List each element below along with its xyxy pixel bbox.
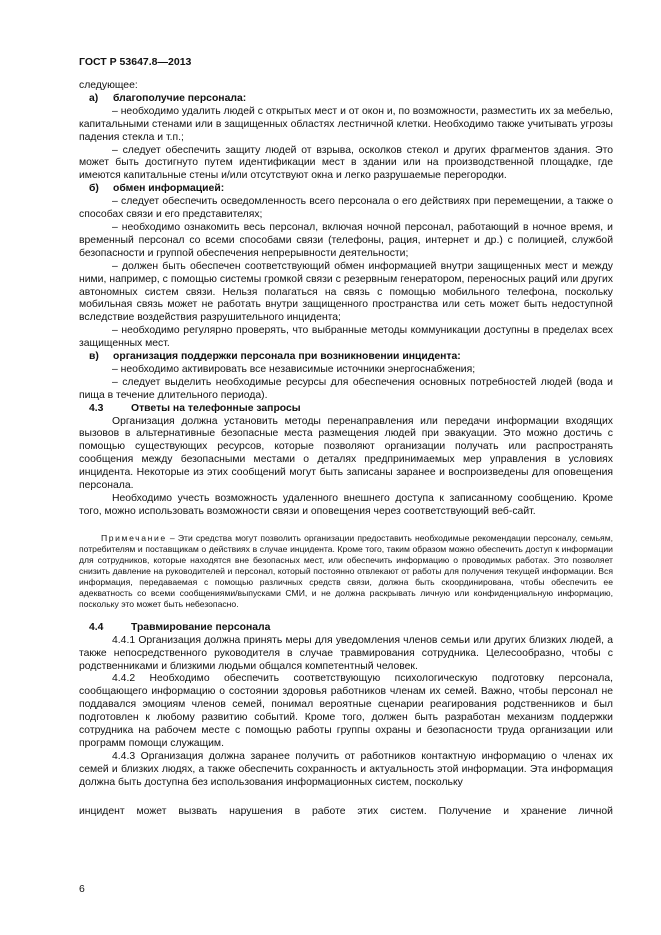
section-4-4-number: 4.4	[89, 621, 104, 633]
subsection-a-title: благополучие персонала:	[113, 92, 247, 104]
subsection-c-title: организация поддержки персонала при возникновении инцидента:	[113, 351, 461, 363]
subsection-c-letter: в)	[89, 351, 99, 363]
paragraph-a2: – следует обеспечить защиту людей от взрыва, осколков стекол и других фрагментов здания. Это может быть достигнуто путем идентификации мест в здании или на производственной площадке, где имеются капитальные стены и/или отсутствуют окна и легко разрушаемые перегородки.	[79, 144, 613, 182]
document-header: ГОСТ Р 53647.8—2013	[79, 56, 192, 68]
document-page	[79, 56, 613, 819]
subsection-b	[79, 183, 613, 196]
paragraph-c2: – следует выделить необходимые ресурсы для обеспечения основных потребностей людей (вода и пища в течение длительного периода).	[79, 376, 613, 401]
paragraph-b4: – необходимо регулярно проверять, что выбранные методы коммуникации доступны в пределах всех защищенных мест.	[79, 325, 613, 350]
subsection-b-letter: б)	[89, 183, 99, 195]
paragraph-4-4-2: 4.4.2 Необходимо обеспечить соответствующую психологическую подготовку персонала, сообщающего информацию о состоянии здоровья работников членам их семей. Важно, чтобы персонал не поддавался эмоциям членов семей, понимал вероятные сценарии реагирования родственников и был подготовлен к любому развитию событий. Кроме того, должен быть разработан механизм поддержки сотрудника на рабочем месте с помощью работы группы охраны и безопасности труда организации или программ помощи служащим.	[79, 673, 613, 749]
note-block	[79, 533, 613, 610]
paragraph-4-4-3: 4.4.3 Организация должна заранее получить от работников контактную информацию о членах их семей и близких людях, а также обеспечить сохранность и актуальность этой информации. Эта информация должна быть доступна без использования информационных систем, поскольку	[79, 750, 613, 788]
paragraph-b1: – следует обеспечить осведомленность всего персонала о его действиях при перемещении, а также о способах связи и его представителях;	[79, 196, 613, 221]
paragraph-4-3-b: Необходимо учесть возможность удаленного внешнего доступа к записанному сообщению. Кроме того, можно использовать возможности связи и оповещения через соответствующий веб-сайт.	[79, 493, 613, 517]
paragraph-continuation: инцидент может вызвать нарушения в работе этих систем. Получение и хранение личной	[79, 805, 613, 817]
subsection-a	[79, 93, 613, 106]
subsection-c	[79, 351, 613, 364]
page-number: 6	[79, 884, 85, 895]
section-4-4-title: Травмирование персонала	[131, 621, 271, 633]
note-label: Примечание	[101, 532, 167, 543]
paragraph-b3: – должен быть обеспечен соответствующий обмен информацией внутри защищенных мест и между ними, например, с помощью системы громкой связи с резервным генератором, переносных раций или других автономных систем связи. Нельзя полагаться на связь с помощью мобильного телефона, поскольку мобильная связь может не работать внутри защищенного пространства или сеть может быть недоступной вследствие воздействия разрушительного инцидента;	[79, 260, 613, 324]
subsection-b-title: обмен информацией:	[113, 183, 225, 195]
paragraph-4-3-a: Организация должна установить методы перенаправления или передачи информации входящих вызовов в альтернативные безопасные места размещения людей при эвакуации. Это можно достичь с помощью существующих ресурсов, которые позволяют организации получать или распространять сообщения между безопасными местами о деталях предпринимаемых мер управления в условиях инцидента. Некоторые из этих сообщений могут быть записаны заранее и воспроизведены для оповещения персонала.	[79, 415, 613, 492]
section-4-3-title: Ответы на телефонные запросы	[131, 402, 301, 414]
section-4-4-heading	[79, 622, 613, 635]
paragraph-4-4-1: 4.4.1 Организация должна принять меры для уведомления членов семьи или других близких людей, а также непосредственного руководителя в случае травмирования сотрудника. Целесообразно, чтобы с родственниками и близкими людьми общался компетентный человек.	[79, 634, 613, 672]
paragraph-c1: – необходимо активировать все независимые источники энергоснабжения;	[112, 363, 476, 375]
paragraph-b2: – необходимо ознакомить весь персонал, включая ночной персонал, работающий в ночное время, и временный персонал со всеми способами связи (телефоны, рация, интернет и др.) с полицией, службой безопасности и группой обеспечения непрерывности деятельности;	[79, 221, 613, 259]
note-text: – Эти средства могут позволить организации предоставить необходимые рекомендации персоналу, семьям, потребителям и поставщикам о действиях в случае инцидента. Кроме того, таким образом можно обеспечить доступ к информации для сотрудников, которые находятся вне безопасных мест, или обеспечить информацию о проводимых работах. Это позволяет снизить давление на руководителей и персонал, который постоянно отвлекают от работы для получения текущей информации. Вся информация, передаваемая с помощью различных средств связи, должна быть скоординирована, чтобы обеспечить ее адекватность со всеми сообщениями/выпусками СМИ, и не должна раскрывать личную или конфиденциальную информацию, поскольку это может быть небезопасно.	[79, 532, 613, 609]
section-4-3-number: 4.3	[89, 402, 104, 414]
subsection-a-letter: а)	[89, 92, 99, 104]
intro-text: следующее:	[79, 80, 138, 91]
paragraph-a1: – необходимо удалить людей с открытых мест и от окон и, по возможности, разместить их за мебелью, капитальными стенами или в защищенных областях лестничной клетки. Необходимо также учитывать угрозы падения стекла и т.п.;	[79, 105, 613, 143]
section-4-3-heading	[79, 403, 613, 416]
